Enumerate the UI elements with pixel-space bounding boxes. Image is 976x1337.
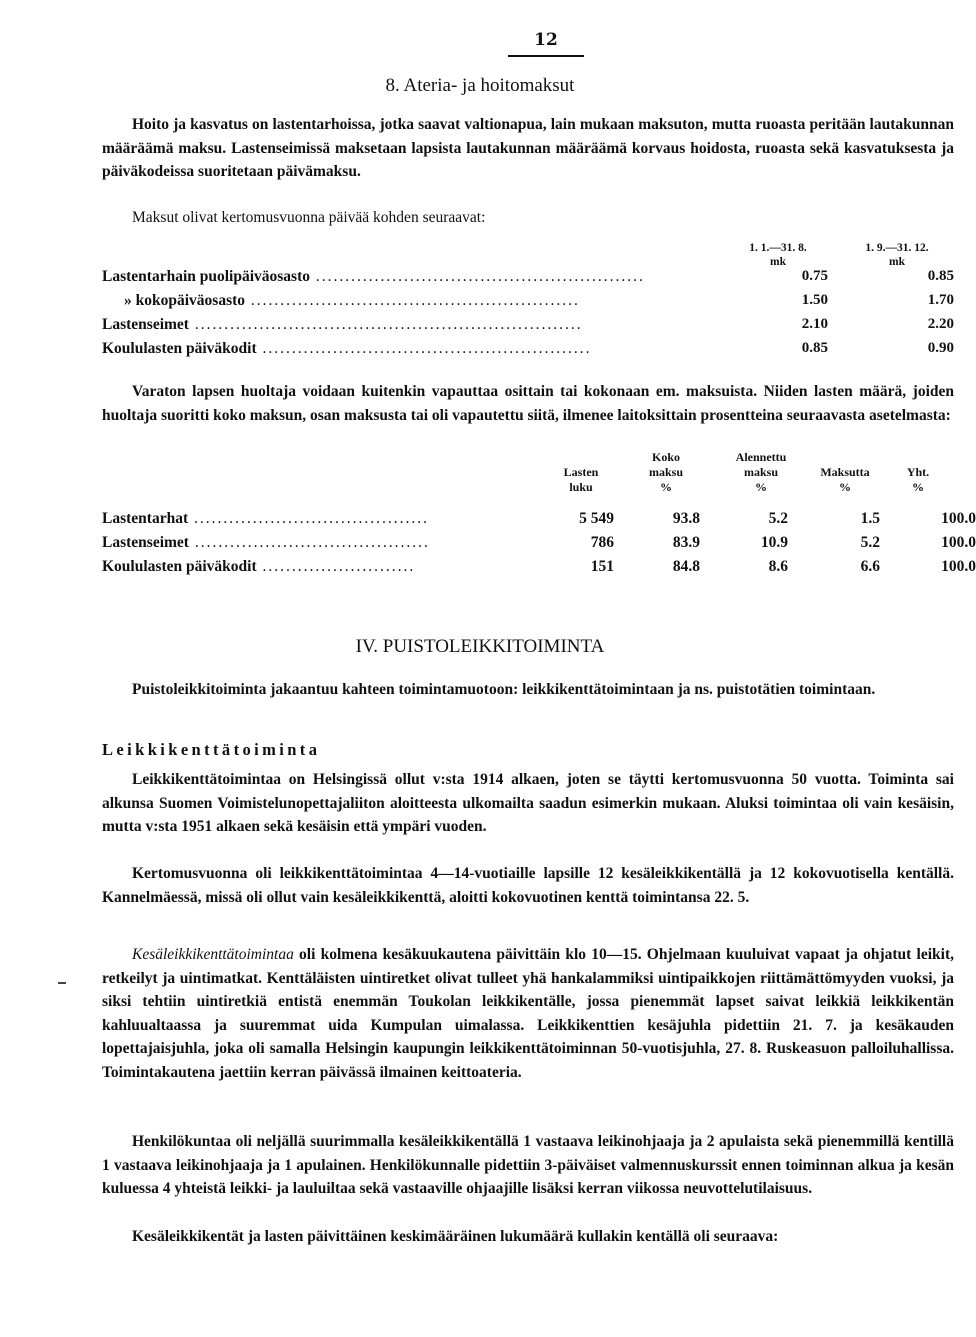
shares-row <box>102 534 976 558</box>
shares-children-count: 151 <box>590 558 614 575</box>
leader-dots: ........................................................ <box>245 292 580 309</box>
fees-value-period-1: 2.10 <box>801 316 828 332</box>
fees-col1-unit: mk <box>770 256 786 268</box>
shares-header-line: Yht. <box>906 465 930 479</box>
margin-mark <box>58 982 66 984</box>
leader-dots: ........................................................ <box>256 340 592 357</box>
shares-header-line: Alennettu <box>735 450 787 464</box>
shares-header-line: maksu <box>743 465 778 479</box>
fees-col1-period: 1. 1.—31. 8. <box>749 242 807 254</box>
shares-header-line: Lasten <box>563 465 599 479</box>
shares-col-free-header <box>802 465 888 495</box>
section-iv-paragraph-5-text: Henkilökuntaa oli neljällä suurimmalla kesäleikkikentällä 1 vastaava leikinohjaaja ja 2 apulaista sekä pienemmillä kentillä 1 vastaava leikinohjaaja ja 1 apulainen. Henkilökunnalle pidettiin 3-päiväiset valmennuskurssit ennen toiminnan alkua ja kesän kuluessa 4 yhteistä leikki- ja lauluiltaa sekä vastaaville ohjaajille lisäksi kerran viikossa neuvottelutilaisuus. <box>102 1133 954 1198</box>
leader-dots: .......................... <box>256 558 416 575</box>
fees-col2-unit: mk <box>889 256 905 268</box>
section-iv-paragraph-3-text: Kertomusvuonna oli leikkikenttätoimintaa 4—14-vuotiaille lapsille 12 kesäleikkikentällä ja 12 kokovuotisella kentällä. Kannelmäessä, missä oli ollut vain kesäleikkikenttä, aloitti kokovuotinen kenttä toimintansa 22. 5. <box>102 865 954 906</box>
fees-row <box>102 268 954 292</box>
section-8-paragraph-2-text: Maksut olivat kertomusvuonna päivää kohden seuraavat: <box>132 209 486 226</box>
shares-children-count: 786 <box>590 534 614 551</box>
fees-row <box>102 292 954 316</box>
shares-free-pct: 5.2 <box>860 534 880 551</box>
section-iv-paragraph-2 <box>102 768 954 839</box>
shares-row <box>102 558 976 582</box>
fees-row-label <box>102 292 730 310</box>
fees-row-label-text: Lastenseimet <box>102 316 189 333</box>
shares-row-label <box>102 534 542 552</box>
shares-header-line: Maksutta <box>820 465 870 479</box>
shares-row-label-text: Lastenseimet <box>102 534 189 551</box>
section-iv-paragraph-4-text: oli kolmena kesäkuukautena päivittäin klo 10—15. Ohjelmaan kuuluivat vapaat ja ohjatut leikit, retkeilyt ja uintimatkat. Kenttäläisten uintiretket olivat tulleet yhä hankalammiksi uintipaikkojen riittämättömyyden vuoksi, ja siksi tehtiin uintiretkiä entistä enemmän Toukolan leikkikentälle, jossa pienemmät lapset saivat leikkiä leikkikentän kahluualtaassa ja suuremmat uida Kumpulan uimalassa. Leikkikenttien kesäjuhla pidettiin 21. 7. ja kesäkauden lopettajaisjuhla, joka oli samalla Helsingin kaupungin leikkikenttätoiminnan 50-vuotisjuhla, 27. 8. Ruskeasuon palloiluhallissa. Toimintakautena jaettiin kerran päivässä ilmainen keittoateria. <box>102 946 954 1081</box>
fees-col2-header <box>842 241 952 269</box>
shares-total-pct: 100.0 <box>941 558 976 575</box>
fees-col1-header <box>730 241 826 269</box>
shares-row <box>102 510 976 534</box>
fees-row <box>102 316 954 340</box>
section-iv-title: IV. PUISTOLEIKKITOIMINTA <box>355 636 605 657</box>
fees-value-period-1: 0.75 <box>801 268 828 284</box>
shares-reduced-pct: 10.9 <box>760 534 788 551</box>
fees-row <box>102 340 954 364</box>
fees-row-label-text: Lastentarhain puolipäiväosasto <box>102 268 311 285</box>
page-number: 12 <box>534 30 558 50</box>
page-number-rule <box>508 55 584 57</box>
shares-full-pct: 93.8 <box>672 510 700 527</box>
shares-col-reduced-header <box>718 450 804 495</box>
leader-dots: .................................................................. <box>188 316 583 333</box>
section-iv-paragraph-4 <box>102 943 954 1085</box>
shares-col-children-header <box>544 465 618 495</box>
summer-playground-lead: Kesäleikkikenttätoimintaa <box>132 946 294 963</box>
fees-row-label <box>102 340 730 358</box>
shares-header-line: % <box>839 480 851 494</box>
fees-col2-period: 1. 9.—31. 12. <box>865 242 929 254</box>
section-8-paragraph-1 <box>102 113 954 184</box>
shares-header-line: % <box>660 480 672 494</box>
shares-reduced-pct: 5.2 <box>768 510 788 527</box>
section-iv-paragraph-1 <box>102 678 954 702</box>
section-iv-paragraph-6 <box>102 1225 954 1249</box>
leader-dots: ........................................................ <box>310 268 645 285</box>
shares-full-pct: 83.9 <box>672 534 700 551</box>
shares-header-line: Koko <box>651 450 680 464</box>
fees-value-period-2: 0.90 <box>927 340 954 356</box>
section-iv-paragraph-5 <box>102 1130 954 1201</box>
section-8-paragraph-3-text: Varaton lapsen huoltaja voidaan kuitenkin vapauttaa osittain tai kokonaan em. maksuista. Niiden lasten määrä, joiden huoltaja suoritti koko maksun, osan maksusta tai oli vapautettu siitä, ilmenee laitoksittain prosentteina seuraavasta asetelmasta: <box>102 383 954 424</box>
shares-row-label <box>102 510 542 528</box>
fees-value-period-1: 0.85 <box>801 340 828 356</box>
fees-row-label-text: » kokopäiväosasto <box>124 292 246 309</box>
shares-free-pct: 1.5 <box>860 510 880 527</box>
shares-full-pct: 84.8 <box>672 558 700 575</box>
shares-col-full-header <box>628 450 704 495</box>
shares-row-label-text: Koululasten päiväkodit <box>102 558 257 575</box>
fees-row-label-text: Koululasten päiväkodit <box>102 340 257 357</box>
shares-col-total-header <box>888 465 948 495</box>
section-iv-paragraph-1-text: Puistoleikkitoiminta jakaantuu kahteen toimintamuotoon: leikkikenttätoimintaan ja ns. puistotätien toimintaan. <box>132 681 876 698</box>
shares-header-line: maksu <box>648 465 683 479</box>
shares-total-pct: 100.0 <box>941 510 976 527</box>
leader-dots: ........................................ <box>188 510 429 527</box>
fees-value-period-2: 2.20 <box>927 316 954 332</box>
section-8-paragraph-1-text: Hoito ja kasvatus on lastentarhoissa, jotka saavat valtionapua, lain mukaan maksuton, mutta ruoasta peritään lautakunnan määräämä maksu. Lastenseimissä maksetaan lapsista lautakunnan määräämä korvaus hoidosta, ruoasta sekä kasvatuksesta ja päiväkodeissa suoritetaan päivämaksu. <box>102 116 954 181</box>
shares-header-line: % <box>912 480 924 494</box>
fees-value-period-2: 0.85 <box>927 268 954 284</box>
shares-header-line: luku <box>569 480 593 494</box>
fees-value-period-2: 1.70 <box>927 292 954 308</box>
section-iv-paragraph-6-text: Kesäleikkikentät ja lasten päivittäinen keskimääräinen lukumäärä kullakin kentällä oli seuraava: <box>132 1228 779 1245</box>
shares-row-label-text: Lastentarhat <box>102 510 189 527</box>
shares-header-line: % <box>755 480 767 494</box>
section-8-title: 8. Ateria- ja hoitomaksut <box>385 75 575 96</box>
fees-row-label <box>102 268 730 286</box>
shares-children-count: 5 549 <box>579 510 614 527</box>
shares-total-pct: 100.0 <box>941 534 976 551</box>
subheading-playground-activity: Leikkikenttätoiminta <box>102 740 321 759</box>
shares-free-pct: 6.6 <box>860 558 880 575</box>
shares-reduced-pct: 8.6 <box>768 558 788 575</box>
leader-dots: ........................................ <box>188 534 430 551</box>
section-iv-paragraph-3 <box>102 862 954 909</box>
fees-value-period-1: 1.50 <box>801 292 828 308</box>
shares-row-label <box>102 558 542 576</box>
section-iv-paragraph-2-text: Leikkikenttätoimintaa on Helsingissä ollut v:sta 1914 alkaen, joten se täytti kertomusvuonna 50 vuotta. Toiminta sai alkunsa Suomen Voimistelunopettajaliiton aloitteesta ulkomailta saadun esimerkin mukaan. Aluksi toimintaa oli vain kesäisin, mutta v:sta 1951 alkaen sekä kesäisin että ympäri vuoden. <box>102 771 954 836</box>
section-8-paragraph-3 <box>102 380 954 427</box>
fees-row-label <box>102 316 730 334</box>
section-8-paragraph-2 <box>102 206 954 230</box>
